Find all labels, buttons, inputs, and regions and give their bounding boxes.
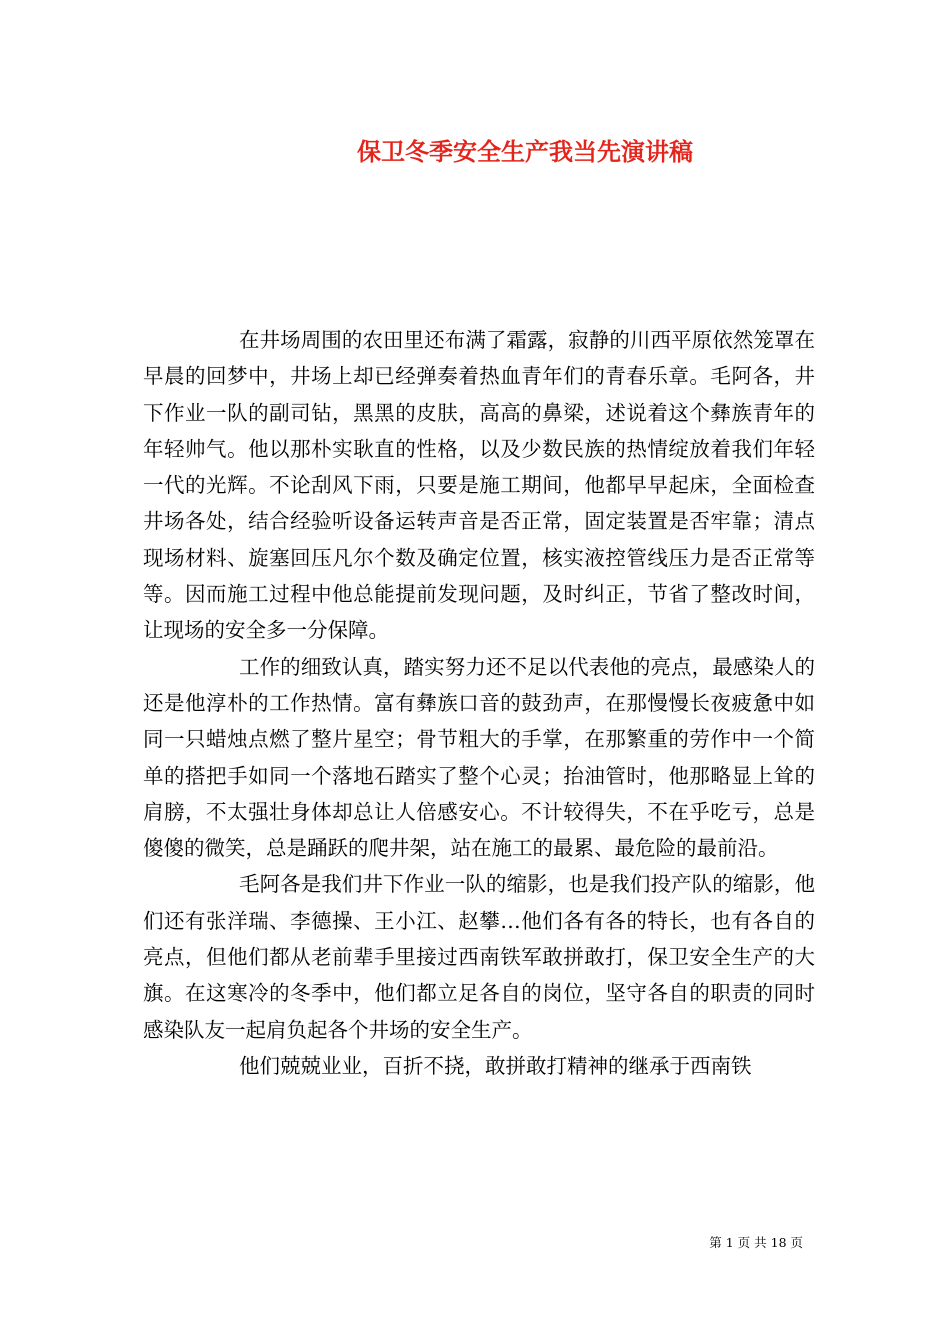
document-title: 保卫冬季安全生产我当先演讲稿 [357, 137, 693, 166]
document-body [143, 322, 815, 1084]
paragraph-4: 他们兢兢业业，百折不挠，敢拼敢打精神的继承于西南铁 [239, 1053, 752, 1078]
page-number-footer: 第 1 页 共 18 页 [709, 1235, 803, 1250]
paragraph-2: 工作的细致认真，踏实努力还不足以代表他的亮点，最感染人的还是他淳朴的工作热情。富有彝族口音的鼓劲声，在那慢慢长夜疲惫中如同一只蜡烛点燃了整片星空；骨节粗大的手掌，在那繁重的劳作中一个简单的搭把手如同一个落地石踏实了整个心灵；抬油管时，他那略显上耸的肩膀，不太强壮身体却总让人倍感安心。不计较得失，不在乎吃亏，总是傻傻的微笑，总是踊跃的爬井架，站在施工的最累、最危险的最前沿。 [143, 654, 815, 861]
paragraph-3: 毛阿各是我们井下作业一队的缩影，也是我们投产队的缩影，他们还有张洋瑞、李德操、王小江、赵攀…他们各有各的特长，也有各自的亮点，但他们都从老前辈手里接过西南铁军敢拼敢打，保卫安全生产的大旗。在这寒冷的冬季中，他们都立足各自的岗位，坚守各自的职责的同时感染队友一起肩负起各个井场的安全生产。 [143, 872, 815, 1042]
paragraph-1: 在井场周围的农田里还布满了霜露，寂静的川西平原依然笼罩在早晨的回梦中，井场上却已经弹奏着热血青年们的青春乐章。毛阿各，井下作业一队的副司钻，黑黑的皮肤，高高的鼻梁，述说着这个彝族青年的年轻帅气。他以那朴实耿直的性格，以及少数民族的热情绽放着我们年轻一代的光辉。不论刮风下雨，只要是施工期间，他都早早起床，全面检查井场各处，结合经验听设备运转声音是否正常，固定装置是否牢靠；清点现场材料、旋塞回压凡尔个数及确定位置，核实液控管线压力是否正常等等。因而施工过程中他总能提前发现问题，及时纠正，节省了整改时间，让现场的安全多一分保障。 [143, 328, 815, 643]
